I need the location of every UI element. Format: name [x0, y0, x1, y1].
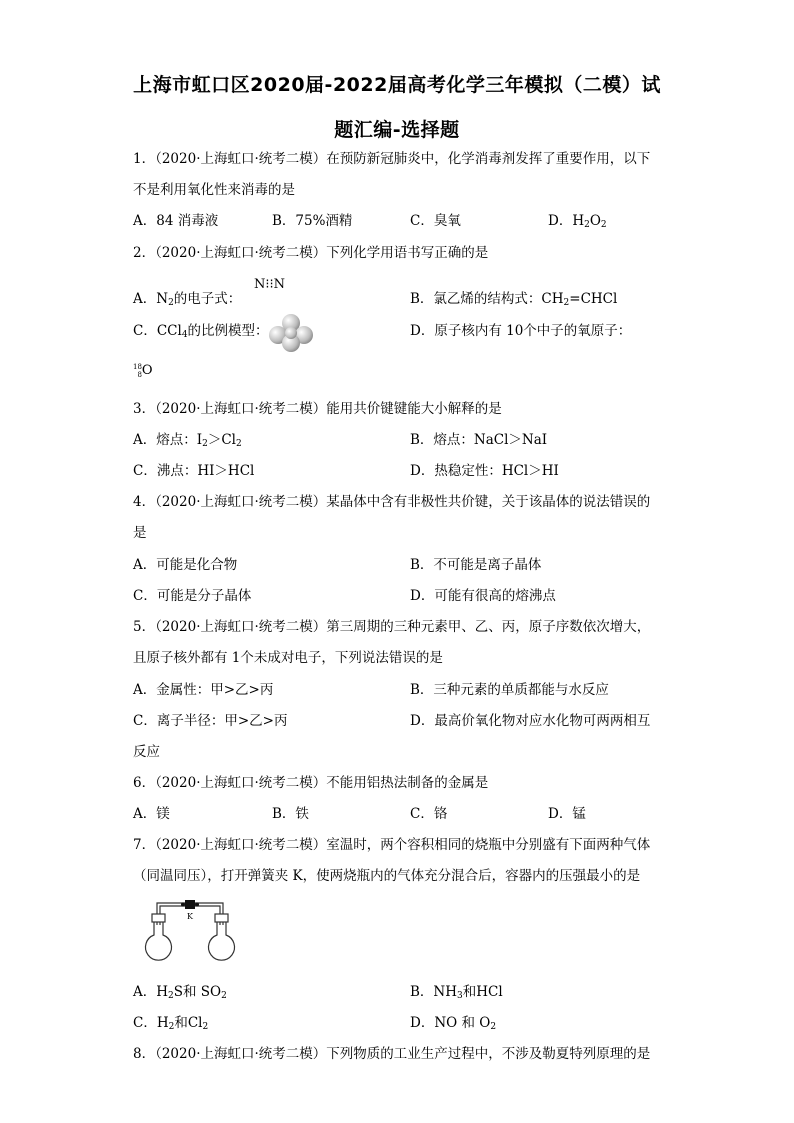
q3-option-a: A．熔点：$I_2>Cl_2$ [133, 432, 242, 449]
q6-option-b: B．铁 [272, 806, 309, 822]
q7-stem-line-1: 7．（2020·上海虹口·统考二模）室温时，两个容积相同的烧瓶中分别盛有下面两种气体 [133, 837, 651, 853]
q4-option-c: C．可能是分子晶体 [133, 588, 252, 604]
q2-option-d: D．原子核内有 10个中子的氧原子： [410, 323, 632, 339]
q4-option-d: D．可能有很高的熔沸点 [410, 588, 556, 604]
q7-option-d: D．NO 和 $O_2$ [410, 1015, 497, 1032]
q2-option-b: B．氯乙烯的结构式：$CH_2=CHCl$ [410, 291, 618, 308]
q5-option-b: B．三种元素的单质都能与水反应 [410, 682, 609, 698]
q7-option-a: A．$H_2S$和 $SO_2$ [133, 984, 227, 1001]
q4-option-a: A．可能是化合物 [133, 557, 238, 573]
q5-option-d: D．最高价氧化物对应水化物可两两相互 [410, 713, 651, 729]
clamp-label-k: K [187, 912, 193, 921]
q5-option-c: C．离子半径：甲>乙>丙 [133, 713, 288, 729]
q5-option-d-continued: 反应 [133, 744, 160, 760]
q2-option-a: A．$N_2$的电子式： [133, 291, 242, 308]
q5-stem-line-1: 5．（2020·上海虹口·统考二模）第三周期的三种元素甲、乙、丙，原子序数依次增大， [133, 619, 651, 635]
q4-stem-line-1: 4．（2020·上海虹口·统考二模）某晶体中含有非极性共价键，关于该晶体的说法错误的 [133, 494, 651, 510]
oxygen-18-isotope-symbol: 18 8O [133, 362, 153, 379]
n2-electron-formula-diagram: N⁝⁝N [254, 277, 286, 292]
q6-option-c: C．铬 [410, 806, 448, 822]
document-title-line-1: 上海市虹口区2020届-2022届高考化学三年模拟（二模）试 [133, 74, 661, 96]
q4-option-b: B．不可能是离子晶体 [410, 557, 542, 573]
q5-option-a: A．金属性：甲>乙>丙 [133, 682, 274, 698]
q3-stem: 3．（2020·上海虹口·统考二模）能用共价键键能大小解释的是 [133, 401, 502, 417]
q1-stem-line-2: 不是利用氧化性来消毒的是 [133, 182, 295, 198]
q3-option-d: D．热稳定性：HCl＞HI [410, 463, 559, 479]
q3-option-c: C．沸点：HI＞HCl [133, 463, 255, 479]
q1-stem-line-1: 1．（2020·上海虹口·统考二模）在预防新冠肺炎中，化学消毒剂发挥了重要作用，以下 [133, 151, 651, 167]
q6-option-a: A．镁 [133, 806, 170, 822]
document-title-line-2: 题汇编-选择题 [334, 119, 460, 141]
q3-option-b: B．熔点：NaCl＞NaI [410, 432, 548, 448]
ccl4-space-filling-model [268, 313, 314, 353]
q6-option-d: D．锰 [548, 806, 586, 822]
q5-stem-line-2: 且原子核外都有 1个未成对电子，下列说法错误的是 [133, 650, 443, 666]
q2-stem: 2．（2020·上海虹口·统考二模）下列化学用语书写正确的是 [133, 245, 489, 261]
q1-option-a: A．84 消毒液 [133, 213, 219, 229]
q4-stem-line-2: 是 [133, 525, 147, 541]
q7-option-b: B．$NH_3$和HCl [410, 984, 503, 1001]
two-flask-apparatus-diagram [135, 895, 245, 967]
q8-stem: 8．（2020·上海虹口·统考二模）下列物质的工业生产过程中，不涉及勒夏特列原理的是 [133, 1046, 651, 1062]
q1-option-d: D．$H_2O_2$ [548, 213, 607, 230]
q1-option-b: B．75%酒精 [272, 213, 353, 229]
q2-option-c: C．CCl$_4$的比例模型： [133, 323, 269, 340]
q7-stem-line-2: （同温同压），打开弹簧夹 K，使两烧瓶内的气体充分混合后，容器内的压强最小的是 [133, 868, 641, 884]
q7-option-c: C．$H_2$和$Cl_2$ [133, 1015, 209, 1032]
spring-clamp [185, 900, 195, 909]
q6-stem: 6．（2020·上海虹口·统考二模）不能用铝热法制备的金属是 [133, 775, 489, 791]
q1-option-c: C．臭氧 [410, 213, 461, 229]
